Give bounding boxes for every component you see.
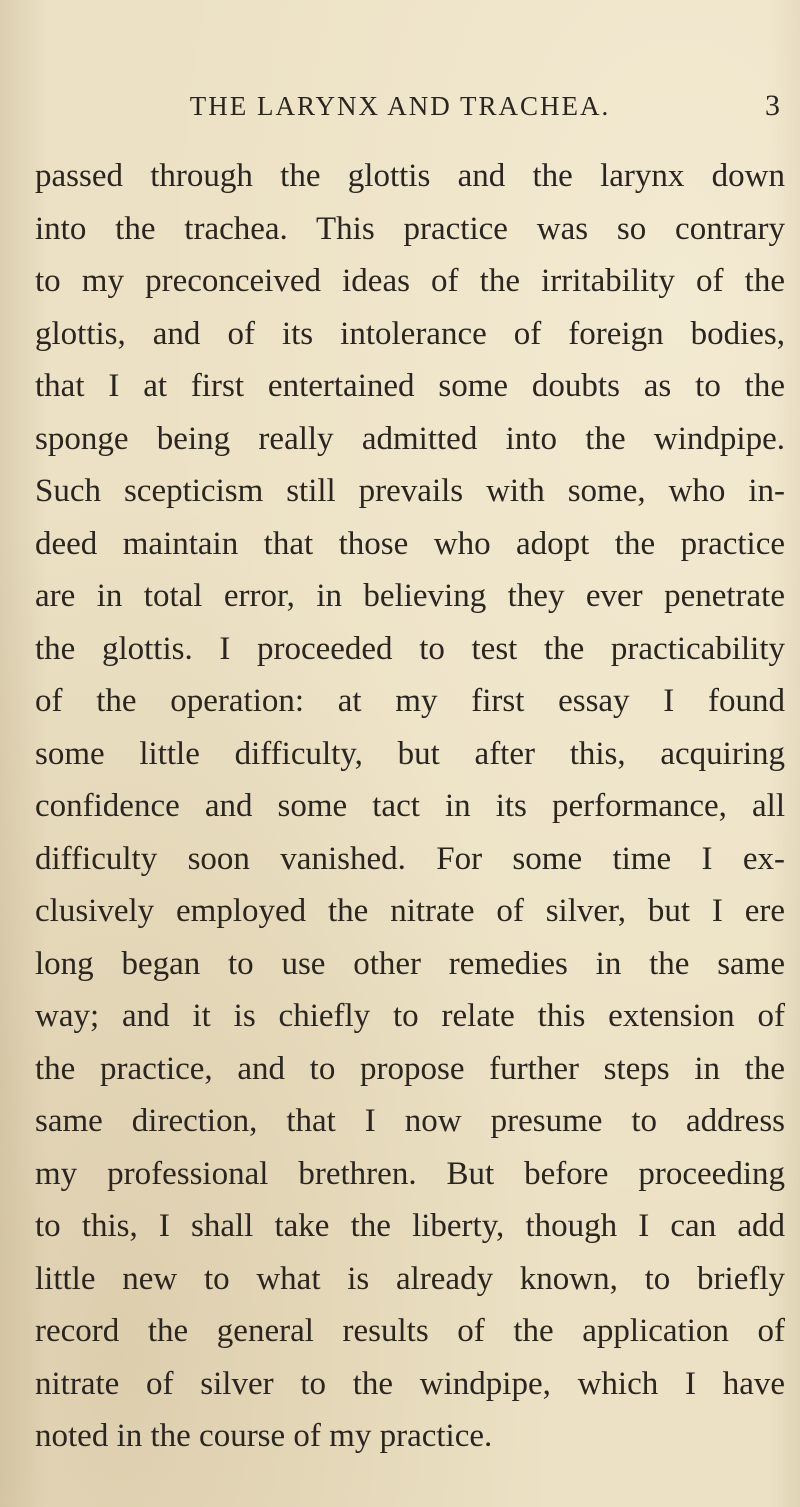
text-line: my professional brethren. But before proceeding [35,1155,785,1192]
text-line: confidence and some tact in its performance, all [35,788,785,824]
text-line: of the operation: at my first essay I found [35,683,785,719]
page-number: 3 [765,89,782,122]
running-title: THE LARYNX AND TRACHEA. [189,91,611,121]
text-line: are in total error, in believing they ever penetrate [35,578,785,614]
text-line: Such scepticism still prevails with some, who in- [35,473,785,509]
text-line: to my preconceived ideas of the irritability of the [35,263,785,299]
text-line: into the trachea. This practice was so contrary [35,210,785,247]
text-line: glottis, and of its intolerance of foreign bodies, [35,315,785,352]
text-line: noted in the course of my practice. [35,1418,493,1454]
text-line: record the general results of the application of [35,1313,785,1349]
text-line: same direction, that I now presume to address [35,1103,785,1139]
text-line: little new to what is already known, to briefly [35,1260,785,1297]
text-line: some little difficulty, but after this, acquiring [35,735,785,772]
text-line: nitrate of silver to the windpipe, which I have [35,1365,785,1402]
body-paragraph [35,150,785,1463]
text-line: long began to use other remedies in the same [35,945,785,982]
text-line: deed maintain that those who adopt the practice [35,525,785,562]
text-line: the glottis. I proceeded to test the practicability [35,630,785,667]
running-head [0,86,800,126]
text-line: passed through the glottis and the larynx down [35,158,785,194]
text-line: way; and it is chiefly to relate this extension of [35,998,785,1034]
text-line: to this, I shall take the liberty, though I can add [35,1208,785,1244]
text-line: clusively employed the nitrate of silver, but I ere [35,893,785,929]
text-line: that I at first entertained some doubts as to the [35,368,785,404]
text-line: difficulty soon vanished. For some time I ex- [35,840,785,877]
text-line: sponge being really admitted into the windpipe. [35,420,785,457]
text-line: the practice, and to propose further steps in the [35,1050,785,1087]
